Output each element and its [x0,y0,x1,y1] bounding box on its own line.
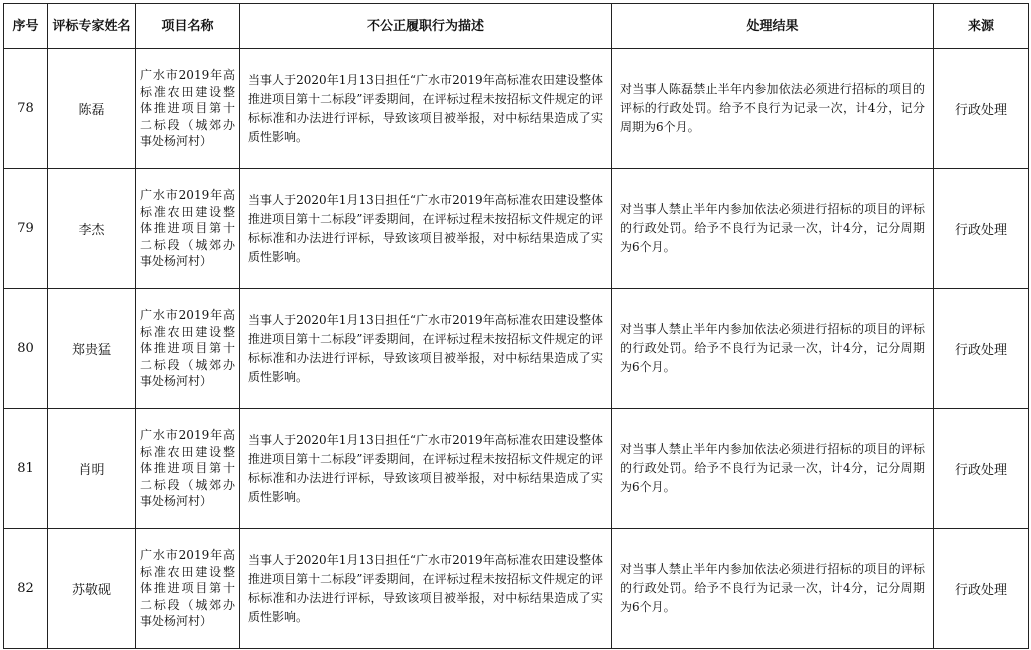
cell-expert-name: 李杰 [48,169,136,289]
cell-source: 行政处理 [934,529,1029,649]
cell-result: 对当事人陈磊禁止半年内参加依法必须进行招标的项目的评标的行政处罚。给予不良行为记录一次，计4分，记分周期为6个月。 [612,49,934,169]
cell-seq: 78 [4,49,48,169]
cell-description: 当事人于2020年1月13日担任“广水市2019年高标准农田建设整体推进项目第十二标段”评委期间，在评标过程未按招标文件规定的评标标准和办法进行评标，导致该项目被举报，对中标结果造成了实质性影响。 [240,289,612,409]
table-row [4,289,1029,409]
cell-source: 行政处理 [934,169,1029,289]
project-text: 广水市2019年高标准农田建设整体推进项目第十二标段（城郊办事处杨河村） [140,308,235,389]
cell-expert-name: 陈磊 [48,49,136,169]
header-seq: 序号 [4,4,48,49]
cell-expert-name: 郑贵猛 [48,289,136,409]
penalty-table [3,3,1029,649]
cell-description: 当事人于2020年1月13日担任“广水市2019年高标准农田建设整体推进项目第十二标段”评委期间，在评标过程未按招标文件规定的评标标准和办法进行评标，导致该项目被举报，对中标结果造成了实质性影响。 [240,49,612,169]
header-description: 不公正履职行为描述 [240,4,612,49]
cell-project-name [136,289,240,409]
header-source: 来源 [934,4,1029,49]
cell-project-name [136,49,240,169]
cell-result: 对当事人禁止半年内参加依法必须进行招标的项目的评标的行政处罚。给予不良行为记录一次，计4分，记分周期为6个月。 [612,289,934,409]
cell-result: 对当事人禁止半年内参加依法必须进行招标的项目的评标的行政处罚。给予不良行为记录一次，计4分，记分周期为6个月。 [612,169,934,289]
table-header-row [4,4,1029,49]
cell-project-name [136,529,240,649]
table-row [4,49,1029,169]
cell-seq: 79 [4,169,48,289]
project-text: 广水市2019年高标准农田建设整体推进项目第十二标段（城郊办事处杨河村） [140,428,235,509]
cell-source: 行政处理 [934,289,1029,409]
project-text: 广水市2019年高标准农田建设整体推进项目第十二标段（城郊办事处杨河村） [140,68,235,149]
table-row [4,529,1029,649]
cell-source: 行政处理 [934,49,1029,169]
header-expert-name: 评标专家姓名 [48,4,136,49]
cell-description: 当事人于2020年1月13日担任“广水市2019年高标准农田建设整体推进项目第十二标段”评委期间，在评标过程未按招标文件规定的评标标准和办法进行评标，导致该项目被举报，对中标结果造成了实质性影响。 [240,529,612,649]
cell-result: 对当事人禁止半年内参加依法必须进行招标的项目的评标的行政处罚。给予不良行为记录一次，计4分，记分周期为6个月。 [612,529,934,649]
cell-seq: 80 [4,289,48,409]
table-row [4,409,1029,529]
header-result: 处理结果 [612,4,934,49]
table-row [4,169,1029,289]
header-project-name: 项目名称 [136,4,240,49]
cell-expert-name: 苏敬砚 [48,529,136,649]
cell-source: 行政处理 [934,409,1029,529]
cell-result: 对当事人禁止半年内参加依法必须进行招标的项目的评标的行政处罚。给予不良行为记录一次，计4分，记分周期为6个月。 [612,409,934,529]
cell-seq: 82 [4,529,48,649]
cell-expert-name: 肖明 [48,409,136,529]
cell-project-name [136,169,240,289]
project-text: 广水市2019年高标准农田建设整体推进项目第十二标段（城郊办事处杨河村） [140,548,235,629]
cell-seq: 81 [4,409,48,529]
cell-description: 当事人于2020年1月13日担任“广水市2019年高标准农田建设整体推进项目第十二标段”评委期间，在评标过程未按招标文件规定的评标标准和办法进行评标，导致该项目被举报，对中标结果造成了实质性影响。 [240,169,612,289]
project-text: 广水市2019年高标准农田建设整体推进项目第十二标段（城郊办事处杨河村） [140,188,235,269]
cell-description: 当事人于2020年1月13日担任“广水市2019年高标准农田建设整体推进项目第十二标段”评委期间，在评标过程未按招标文件规定的评标标准和办法进行评标，导致该项目被举报，对中标结果造成了实质性影响。 [240,409,612,529]
cell-project-name [136,409,240,529]
